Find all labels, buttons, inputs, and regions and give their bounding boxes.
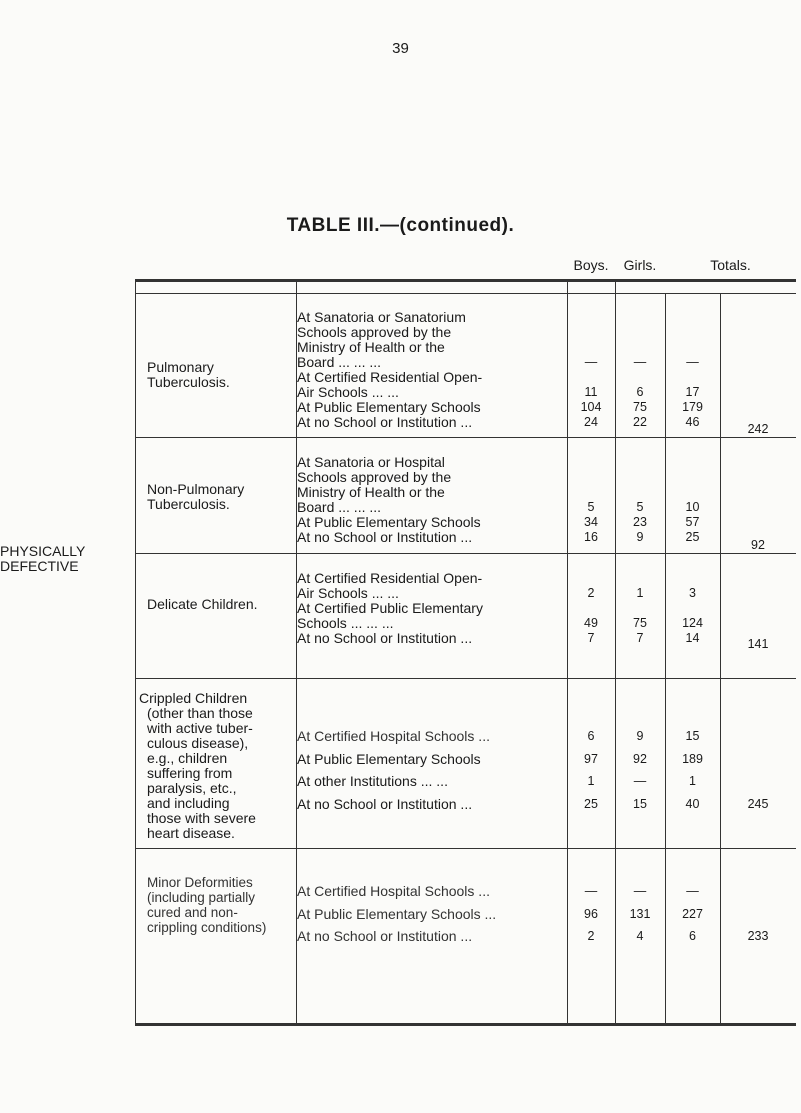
girls-value: — bbox=[633, 355, 647, 369]
girls-value: 23 bbox=[633, 515, 647, 529]
total-value: 189 bbox=[682, 752, 703, 766]
table-bottom-rule bbox=[135, 1023, 796, 1026]
total-value: — bbox=[686, 884, 699, 898]
girls-value: — bbox=[633, 774, 647, 788]
header-totals: Totals. bbox=[710, 257, 751, 273]
column-divider bbox=[135, 279, 136, 1025]
girls-value: 4 bbox=[636, 929, 644, 943]
total-value: 15 bbox=[685, 729, 700, 743]
section-rule bbox=[135, 437, 796, 438]
boys-value: — bbox=[584, 355, 598, 369]
total-value: 57 bbox=[685, 515, 700, 529]
girls-value: 1 bbox=[636, 586, 644, 600]
total-value: 40 bbox=[685, 797, 700, 811]
grand-total-value: 233 bbox=[747, 929, 769, 943]
total-value: 6 bbox=[689, 929, 696, 943]
place-label: At Public Elementary Schools bbox=[297, 399, 481, 415]
boys-value: 6 bbox=[587, 729, 595, 743]
place-label: At Certified Residential Open- Air Schools ... ... bbox=[297, 570, 483, 601]
boys-value: 49 bbox=[584, 616, 598, 630]
side-label bbox=[0, 544, 85, 574]
place-label: At no School or Institution ... bbox=[297, 630, 473, 646]
boys-value: 104 bbox=[580, 400, 602, 414]
place-label: At no School or Institution ... bbox=[297, 928, 473, 944]
header-rule bbox=[135, 293, 796, 294]
total-value: 124 bbox=[682, 616, 703, 630]
place-label: At other Institutions ... ... bbox=[297, 773, 448, 789]
place-label: At no School or Institution ... bbox=[297, 529, 473, 545]
girls-value: 75 bbox=[633, 400, 647, 414]
grand-total-value: 245 bbox=[747, 797, 769, 811]
grand-total-value: 141 bbox=[747, 637, 769, 651]
header-girls: Girls. bbox=[623, 257, 657, 273]
grand-total-value: 92 bbox=[751, 538, 765, 552]
category-crippled-children: Crippled Children (other than those with active tuber- culous disease), e.g., children suffering from paralysis, etc., and including those with severe heart disease. bbox=[139, 690, 256, 841]
girls-value: 15 bbox=[633, 797, 647, 811]
total-value: 46 bbox=[685, 415, 700, 429]
girls-value: 75 bbox=[633, 616, 647, 630]
table-top-rule bbox=[135, 279, 796, 282]
boys-value: 1 bbox=[587, 774, 595, 788]
total-value: 3 bbox=[689, 586, 696, 600]
total-value: 1 bbox=[689, 774, 696, 788]
boys-value: 16 bbox=[584, 530, 598, 544]
girls-value: 9 bbox=[636, 729, 644, 743]
grand-total-value: 242 bbox=[747, 422, 769, 436]
column-divider bbox=[720, 293, 721, 1025]
category-minor-deformities: Minor Deformities (including partially cured and non- crippling conditions) bbox=[147, 875, 267, 935]
total-value: 14 bbox=[685, 631, 700, 645]
boys-value: 5 bbox=[587, 500, 595, 514]
total-value: 179 bbox=[682, 400, 703, 414]
boys-value: — bbox=[584, 884, 598, 898]
place-label: At no School or Institution ... bbox=[297, 796, 473, 812]
side-label-line: DEFECTIVE bbox=[0, 558, 79, 574]
boys-value: 25 bbox=[584, 797, 598, 811]
boys-value: 34 bbox=[584, 515, 598, 529]
girls-value: 6 bbox=[636, 385, 644, 399]
place-label: At Sanatoria or Hospital Schools approved by the Ministry of Health or the Board ... ... ... bbox=[297, 454, 452, 515]
place-label: At Public Elementary Schools ... bbox=[297, 906, 497, 922]
place-label: At Public Elementary Schools bbox=[297, 751, 481, 767]
girls-value: 92 bbox=[633, 752, 647, 766]
girls-value: 7 bbox=[636, 631, 644, 645]
place-label: At Sanatoria or Sanatorium Schools approved by the Ministry of Health or the Board ... ... ... bbox=[297, 309, 466, 370]
place-label: At Certified Hospital Schools ... bbox=[297, 883, 490, 899]
boys-value: 96 bbox=[584, 907, 598, 921]
boys-value: 2 bbox=[587, 586, 595, 600]
boys-value: 97 bbox=[584, 752, 598, 766]
header-boys: Boys. bbox=[573, 257, 609, 273]
girls-value: — bbox=[633, 884, 647, 898]
total-value: 227 bbox=[682, 907, 703, 921]
section-rule bbox=[135, 678, 796, 679]
girls-value: 22 bbox=[633, 415, 647, 429]
boys-value: 7 bbox=[587, 631, 595, 645]
table-title: TABLE III.—(continued). bbox=[286, 215, 515, 236]
boys-value: 24 bbox=[584, 415, 598, 429]
place-label: At Certified Residential Open- Air Schools ... ... bbox=[297, 369, 483, 400]
section-rule bbox=[135, 553, 796, 554]
place-label: At Certified Public Elementary Schools ... ... ... bbox=[297, 600, 483, 631]
place-label: At Certified Hospital Schools ... bbox=[297, 728, 490, 744]
girls-value: 131 bbox=[629, 907, 651, 921]
total-value: 25 bbox=[685, 530, 700, 544]
section-rule bbox=[135, 848, 796, 849]
place-label: At no School or Institution ... bbox=[297, 414, 473, 430]
girls-value: 9 bbox=[636, 530, 644, 544]
category-pulmonary-tuberculosis: Pulmonary Tuberculosis. bbox=[147, 359, 230, 390]
category-non-pulmonary-tuberculosis: Non-Pulmonary Tuberculosis. bbox=[147, 481, 245, 512]
boys-value: 11 bbox=[584, 385, 598, 399]
total-value: 17 bbox=[685, 385, 700, 399]
side-label-line: PHYSICALLY bbox=[0, 543, 86, 559]
total-value: 10 bbox=[685, 500, 700, 514]
place-label: At Public Elementary Schools bbox=[297, 514, 481, 530]
boys-value: 2 bbox=[587, 929, 595, 943]
total-value: — bbox=[686, 355, 699, 369]
page-number: 39 bbox=[392, 40, 409, 57]
category-delicate-children: Delicate Children. bbox=[147, 596, 258, 612]
girls-value: 5 bbox=[636, 500, 644, 514]
